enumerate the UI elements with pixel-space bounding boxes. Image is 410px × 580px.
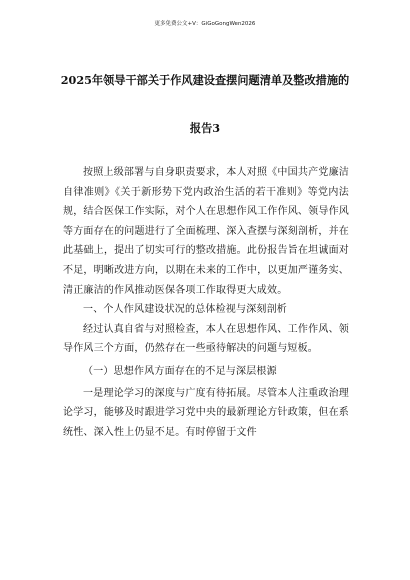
document-title: 2025年领导干部关于作风建设查摆问题清单及整改措施的 [60,73,350,87]
subsection-heading: （一）思想作风方面存在的不足与深层根源 [83,365,277,377]
paragraph-overview: 经过认真自省与对照检查，本人在思想作风、工作作风、领导作风三个方面，仍然存在一些亟待解决的问题与短板。 [63,323,349,355]
section-heading: 一、个人作风建设状况的总体检视与深刻剖析 [83,304,287,316]
paragraph-point-one: 一是理论学习的深度与广度有待拓展。尽管本人注重政治理论学习，能够及时跟进学习党中央的最新理论方针政策，但在系统性、深入性上仍显不足。有时停留于文件 [63,387,349,438]
document-body [63,163,349,442]
paragraph-intro: 按照上级部署与自身职责要求，本人对照《中国共产党廉洁自律准则》《关于新形势下党内政治生活的若干准则》等党内法规，结合医保工作实际，对个人在思想作风工作作风、领导作风等方面存在的问题进行了全面梳理、深入查摆与深刻剖析，并在此基础上，提出了切实可行的整改措施。此份报告旨在坦诚面对不足，明晰改进方向，以期在未来的工作中，以更加严谨务实、清正廉洁的作风推动医保各项工作取得更大成效。 [63,167,349,296]
header-note: 更多免费公文+V：GiGoGongWen2026 [154,21,256,27]
document-subtitle: 报告3 [189,121,221,135]
